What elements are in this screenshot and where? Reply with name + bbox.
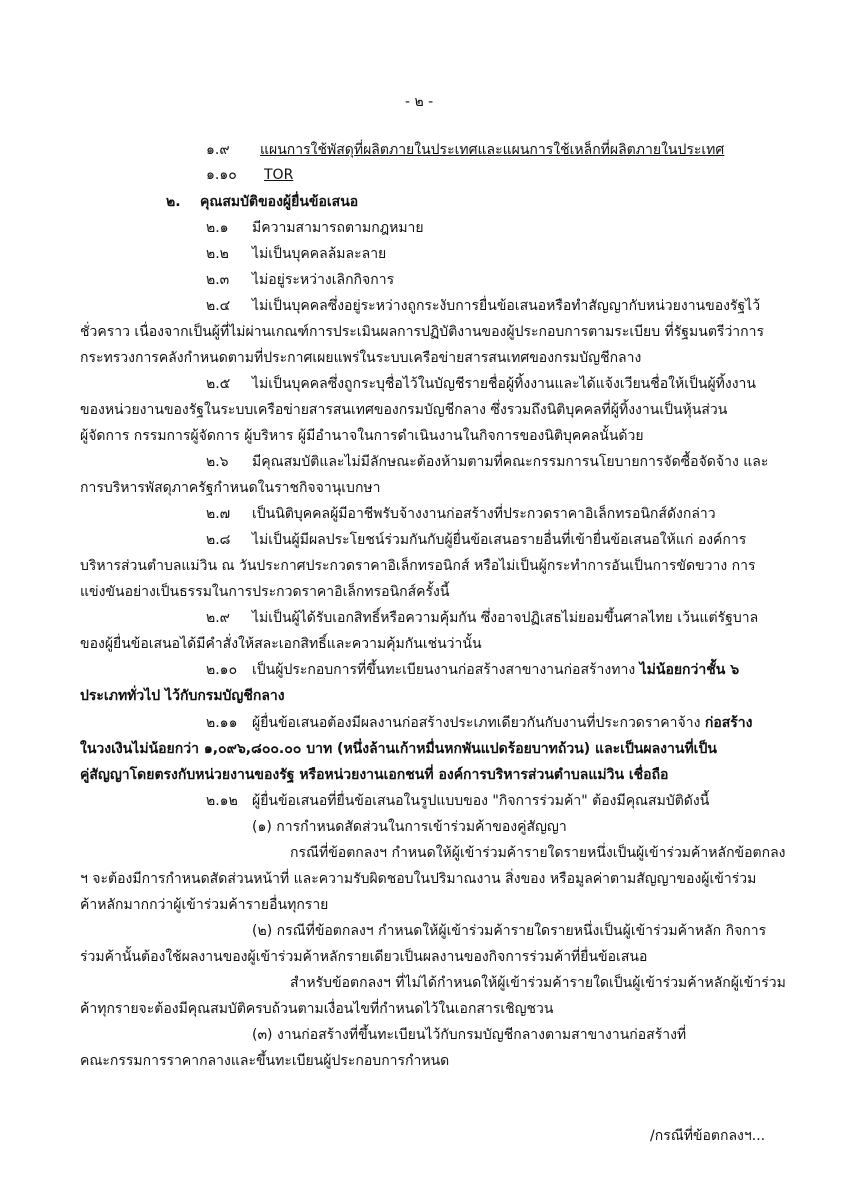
paragraph-line: คณะกรรมการราคากลางและขึ้นทะเบียนผู้ประกอบการกำหนด <box>80 1053 450 1069</box>
paragraph-text: เป็นผู้ประกอบการที่ขึ้นทะเบียนงานก่อสร้างสาขางานก่อสร้างทาง <box>252 662 640 678</box>
item-number: ๒.๑๑ <box>206 715 238 731</box>
paragraph-line: ชั่วคราว เนื่องจากเป็นผู้ที่ไม่ผ่านเกณฑ์การประเมินผลการปฏิบัติงานของผู้ประกอบการตามระเบียบ ที่รัฐมนตรีว่าการ <box>80 324 765 340</box>
paragraph-line: ร่วมค้านั้นต้องใช้ผลงานของผู้เข้าร่วมค้าหลักรายเดียวเป็นผลงานของกิจการร่วมค้าที่ยื่นข้อเสนอ <box>80 949 648 965</box>
paragraph-line: ไม่เป็นบุคคลซึ่งถูกระบุชื่อไว้ในบัญชีรายชื่อผู้ทิ้งงานและได้แจ้งเวียนชื่อให้เป็นผู้ทิ้งงาน <box>252 376 756 392</box>
item-text: เป็นนิติบุคคลผู้มีอาชีพรับจ้างงานก่อสร้างที่ประกวดราคาอิเล็กทรอนิกส์ดังกล่าว <box>252 506 716 522</box>
paragraph-line: (๓) งานก่อสร้างที่ขึ้นทะเบียนไว้กับกรมบัญชีกลางตามสาขางานก่อสร้างที่ <box>252 1027 687 1043</box>
paragraph-line: ไม่เป็นผู้มีผลประโยชน์ร่วมกันกับผู้ยื่นข้อเสนอรายอื่นที่เข้ายื่นข้อเสนอให้แก่ องค์การ <box>252 532 747 548</box>
item-number: ๒.๒ <box>206 246 229 262</box>
paragraph-line: บริหารส่วนตำบลแม่วิน ณ วันประกาศประกวดราคาอิเล็กทรอนิกส์ หรือไม่เป็นผู้กระทำการอันเป็นการขัดขวาง การ <box>80 558 756 574</box>
paragraph-line: สำหรับข้อตกลงฯ ที่ไม่ได้กำหนดให้ผู้เข้าร่วมค้ารายใดเป็นผู้เข้าร่วมค้าหลักผู้เข้าร่วม <box>290 975 786 991</box>
paragraph-text: ผู้ยื่นข้อเสนอต้องมีผลงานก่อสร้างประเภทเดียวกันกับงานที่ประกวดราคาจ้าง <box>252 715 705 731</box>
page-number: - ๒ - <box>405 94 434 110</box>
item-text: ผู้ยื่นข้อเสนอที่ยื่นข้อเสนอในรูปแบบของ "กิจการร่วมค้า" ต้องมีคุณสมบัติดังนี้ <box>252 793 710 809</box>
paragraph-line: ประเภททั่วไป ไว้กับกรมบัญชีกลาง <box>80 688 285 704</box>
paragraph-line <box>252 713 753 733</box>
item-number: ๒.๕ <box>206 376 231 392</box>
paragraph-line: ไม่เป็นผู้ได้รับเอกสิทธิ์หรือความคุ้มกัน ซึ่งอาจปฏิเสธไม่ยอมขึ้นศาลไทย เว้นแต่รัฐบาล <box>252 610 759 626</box>
item-number: ๑.๙ <box>206 142 230 158</box>
paragraph-line: ของผู้ยื่นข้อเสนอได้มีคำสั่งให้สละเอกสิทธิ์และความคุ้มกันเช่นว่านั้น <box>80 636 482 652</box>
paragraph-line: คู่สัญญาโดยตรงกับหน่วยงานของรัฐ หรือหน่วยงานเอกชนที่ องค์การบริหารส่วนตำบลแม่วิน เชื่อถือ <box>80 767 669 783</box>
item-number: ๒.๘ <box>206 532 231 548</box>
item-text: มีความสามารถตามกฎหมาย <box>252 220 424 236</box>
item-number: ๒.๑ <box>206 220 229 236</box>
paragraph-line <box>252 660 739 680</box>
paragraph-line: การบริหารพัสดุภาครัฐกำหนดในราชกิจจานุเบกษา <box>80 480 381 496</box>
paragraph-line: (๒) กรณีที่ข้อตกลงฯ กำหนดให้ผู้เข้าร่วมค้ารายใดรายหนึ่งเป็นผู้เข้าร่วมค้าหลัก กิจการ <box>252 923 767 939</box>
emphasis-text: ไม่น้อยกว่าชั้น ๖ <box>639 662 740 678</box>
paragraph-line: มีคุณสมบัติและไม่มีลักษณะต้องห้ามตามที่คณะกรรมการนโยบายการจัดซื้อจัดจ้าง และ <box>252 454 769 470</box>
paragraph-line: ค้าทุกรายจะต้องมีคุณสมบัติครบถ้วนตามเงื่อนไขที่กำหนดไว้ในเอกสารเชิญชวน <box>80 1001 554 1017</box>
item-text: แผนการใช้พัสดุที่ผลิตภายในประเทศและแผนการใช้เหล็กที่ผลิตภายในประเทศ <box>260 142 725 158</box>
sub-item-title: (๑) การกำหนดสัดส่วนในการเข้าร่วมค้าของคู่สัญญา <box>252 819 567 835</box>
paragraph-line: ผู้จัดการ กรรมการผู้จัดการ ผู้บริหาร ผู้มีอำนาจในการดำเนินงานในกิจการของนิติบุคคลนั้นด้วย <box>80 428 644 444</box>
paragraph-line: ค้าหลักมากกว่าผู้เข้าร่วมค้ารายอื่นทุกราย <box>80 897 329 913</box>
paragraph-line: กระทรวงการคลังกำหนดตามที่ประกาศเผยแพร่ในระบบเครือข่ายสารสนเทศของกรมบัญชีกลาง <box>80 350 642 366</box>
item-number: ๒.๔ <box>206 298 231 314</box>
section-number: ๒. <box>166 194 181 210</box>
item-number: ๒.๗ <box>206 506 231 522</box>
item-number: ๒.๖ <box>206 454 229 470</box>
paragraph-line: ในวงเงินไม่น้อยกว่า ๑,๐๙๖,๘๐๐.๐๐ บาท (หนึ่งล้านเก้าหมื่นหกพันแปดร้อยบาทถ้วน) และเป็นผลงานที่เป็น <box>80 741 717 757</box>
item-number: ๑.๑๐ <box>206 167 237 183</box>
emphasis-text: ก่อสร้าง <box>704 715 753 731</box>
paragraph-line: ฯ จะต้องมีการกำหนดสัดส่วนหน้าที่ และความรับผิดชอบในปริมาณงาน สิ่งของ หรือมูลค่าตามสัญญาของผู้เข้าร่วม <box>80 871 757 887</box>
section-title: คุณสมบัติของผู้ยื่นข้อเสนอ <box>200 194 359 210</box>
paragraph-line: ไม่เป็นบุคคลซึ่งอยู่ระหว่างถูกระงับการยื่นข้อเสนอหรือทำสัญญากับหน่วยงานของรัฐไว้ <box>252 298 761 314</box>
item-number: ๒.๑๐ <box>206 662 238 678</box>
item-text: TOR <box>264 167 294 183</box>
item-number: ๒.๑๒ <box>206 793 238 809</box>
page-continuation: /กรณีที่ข้อตกลงฯ... <box>650 1128 766 1144</box>
paragraph-line: แข่งขันอย่างเป็นธรรมในการประกวดราคาอิเล็กทรอนิกส์ครั้งนี้ <box>80 584 450 600</box>
item-number: ๒.๓ <box>206 272 230 288</box>
item-text: ไม่อยู่ระหว่างเลิกกิจการ <box>252 272 395 288</box>
paragraph-line: กรณีที่ข้อตกลงฯ กำหนดให้ผู้เข้าร่วมค้ารายใดรายหนึ่งเป็นผู้เข้าร่วมค้าหลักข้อตกลง <box>290 845 786 861</box>
paragraph-line: ของหน่วยงานของรัฐในระบบเครือข่ายสารสนเทศของกรมบัญชีกลาง ซึ่งรวมถึงนิติบุคคลที่ผู้ทิ้งงานเป็นหุ้นส่วน <box>80 402 728 418</box>
item-number: ๒.๙ <box>206 610 230 626</box>
item-text: ไม่เป็นบุคคลล้มละลาย <box>252 246 387 262</box>
